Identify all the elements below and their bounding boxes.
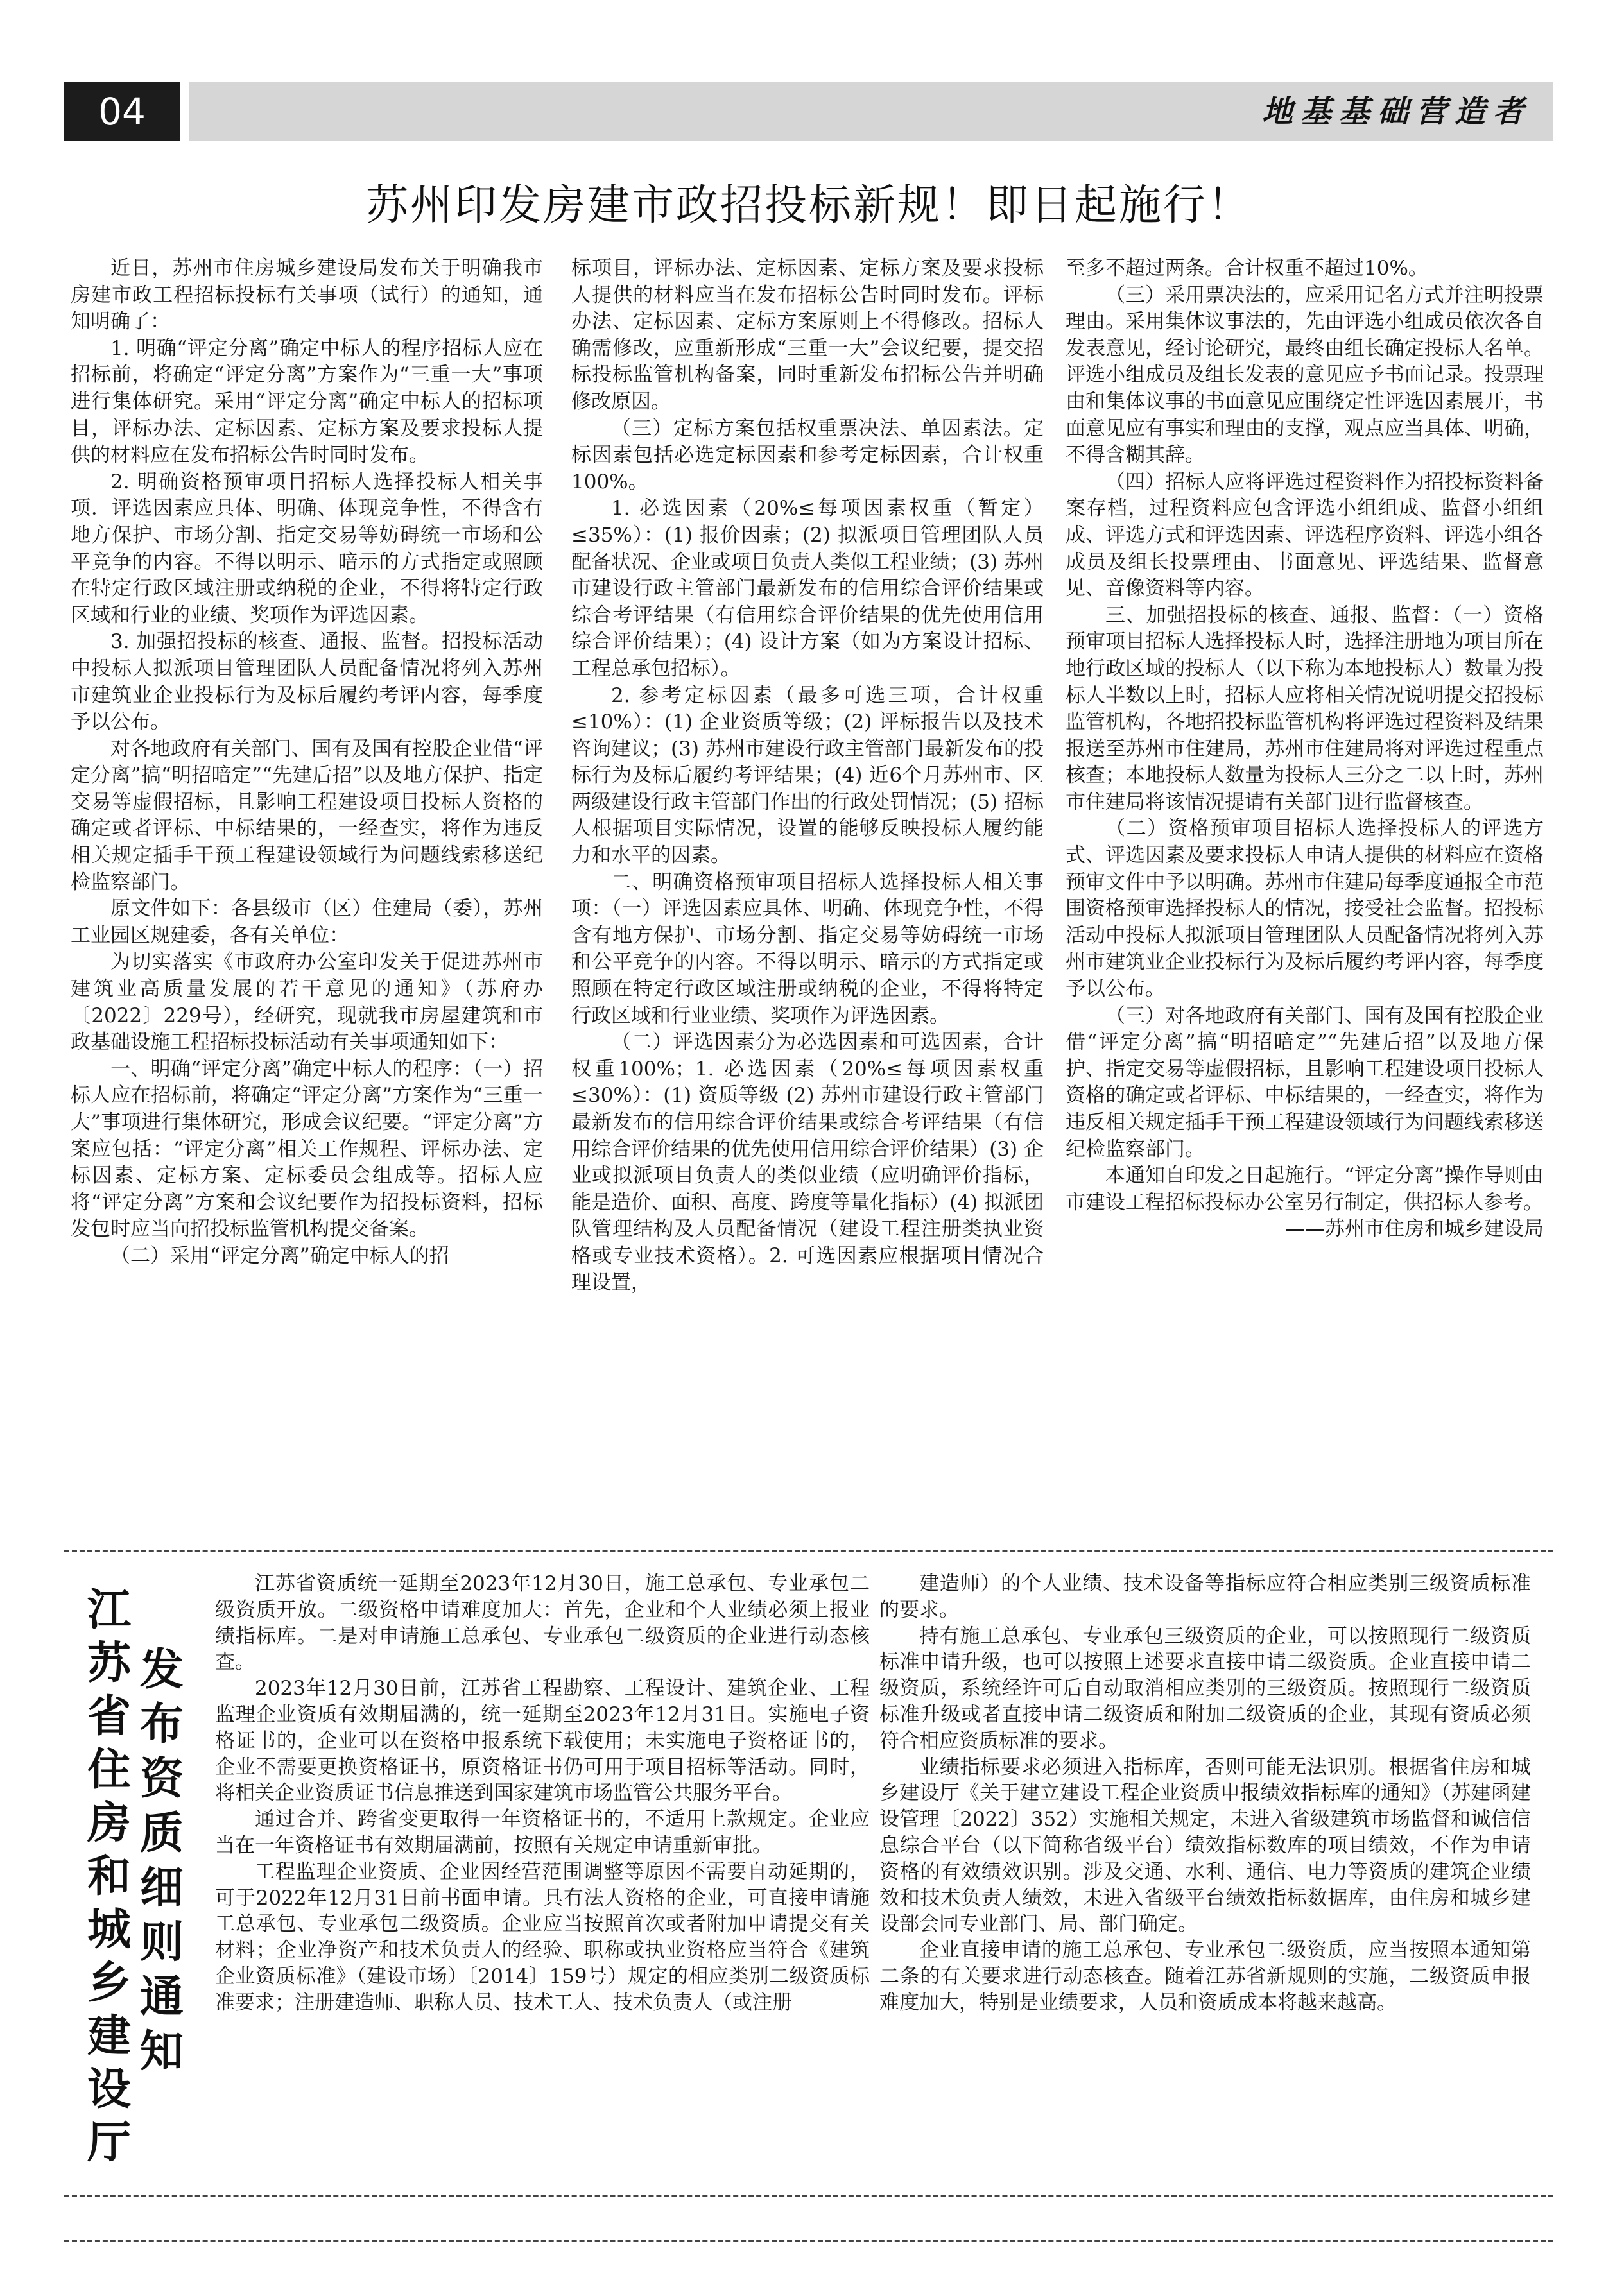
- paragraph: 一、明确“评定分离”确定中标人的程序：（一）招标人应在招标前，将确定“评定分离”方案作为“三重一大”事项进行集体研究，形成会议纪要。“评定分离”方案应包括：“评定分离”相关工作规程、评标办法、定标因素、定标方案、定标委员会组成等。招标人应将“评定分离”方案和会议纪要作为招投标资料，招标发包时应当向招投标监管机构提交备案。: [71, 1057, 543, 1241]
- paragraph: 1. 明确“评定分离”确定中标人的程序招标人应在招标前，将确定“评定分离”方案作为“三重一大”事项进行集体研究。采用“评定分离”确定中标人的招标项目，评标办法、定标因素、定标方案及要求投标人提供的材料应在发布招标公告时同时发布。: [71, 336, 543, 467]
- article-title: 苏州印发房建市政招投标新规！即日起施行！: [366, 180, 1252, 230]
- paragraph: 本通知自印发之日起施行。“评定分离”操作导则由市建设工程招标投标办公室另行制定，供招标人参考。: [1066, 1164, 1544, 1214]
- masthead: 地基基础营造者: [1261, 94, 1532, 130]
- paragraph: 3. 加强招投标的核查、通报、监督。招投标活动中投标人拟派项目管理团队人员配备情况将列入苏州市建筑业企业投标行为及标后履约考评内容，每季度予以公布。: [71, 630, 543, 734]
- paragraph: 三、加强招投标的核查、通报、监督：（一）资格预审项目招标人选择投标人时，选择注册地为项目所在地行政区域的投标人（以下称为本地投标人）数量为投标人半数以上时，招标人应将相关情况说明提交招投标监管机构，各地招投标监管机构将评选过程资料及结果报送至苏州市住建局，苏州市住建局将对评选过程重点核查；本地投标人数量为投标人三分之二以上时，苏州市住建局将该情况提请有关部门进行监督核查。: [1066, 603, 1544, 814]
- section-divider-top: [64, 1550, 1553, 1552]
- article2-title-vertical: 发 布 资 质 细 则 通 知: [139, 1645, 184, 2077]
- paragraph: （二）采用“评定分离”确定中标人的招: [110, 1244, 449, 1267]
- paragraph: 企业直接申请的施工总承包、专业承包二级资质，应当按照本通知第二条的有关要求进行动态核查。随着江苏省新规则的实施，二级资质申报难度加大，特别是业绩要求，人员和资质成本将越来越高。: [879, 1939, 1531, 2014]
- page-number: 04: [64, 82, 180, 141]
- article2-org-vertical: 江 苏 省 住 房 和 城 乡 建 设 厅: [87, 1585, 131, 2168]
- paragraph: 为切实落实《市政府办公室印发关于促进苏州市建筑业高质量发展的若干意见的通知》（苏府办〔2022〕229号），经研究，现就我市房屋建筑和市政基础设施工程招标投标活动有关事项通知如下：: [71, 950, 543, 1054]
- paragraph: （三）采用票决法的，应采用记名方式并注明投票理由。采用集体议事法的，先由评选小组成员依次各自发表意见，经讨论研究，最终由组长确定投标人名单。评选小组成员及组长发表的意见应予书面记录。投票理由和集体议事的书面意见应围绕定性评选因素展开，书面意见应有事实和理由的支撑，观点应当具体、明确，不得含糊其辞。: [1066, 283, 1544, 467]
- paragraph: （二）评选因素分为必选因素和可选因素，合计权重100%；1. 必选因素（20%≤每项因素权重≤30%）：(1) 资质等级 (2) 苏州市建设行政主管部门最新发布的信用综合评价结果或综合考评结果（有信用综合评价结果的优先使用信用综合评价结果）(3) 企业或拟派项目负责人的类似业绩（应明确评价指标，能是造价、面积、高度、跨度等量化指标）(4) 拟派团队管理结构及人员配备情况（建设工程注册类执业资格或专业技术资格）。2. 可选因素应根据项目情况合理设置，: [571, 1031, 1044, 1294]
- paragraph: 江苏省资质统一延期至2023年12月30日，施工总承包、专业承包二级资质开放。二级资格申请难度加大：首先，企业和个人业绩必须上报业绩指标库。二是对申请施工总承包、专业承包二级资质的企业进行动态核查。: [215, 1572, 870, 1674]
- article2-column-2: [879, 1571, 1531, 2187]
- paragraph: 近日，苏州市住房城乡建设局发布关于明确我市房建市政工程招标投标有关事项（试行）的通知，通知明确了：: [71, 257, 543, 334]
- section-divider-bottom-2: [64, 2240, 1553, 2242]
- paragraph: 持有施工总承包、专业承包三级资质的企业，可以按照现行二级资质标准申请升级，也可以按照上述要求直接申请二级资质。企业直接申请二级资质，系统经许可后自动取消相应类别的三级资质。按照现行二级资质标准升级或者直接申请二级资质和附加二级资质的企业，其现有资质必须符合相应资质标准的要求。: [879, 1624, 1531, 1752]
- section-divider-bottom-1: [64, 2195, 1553, 2197]
- paragraph: 对各地政府有关部门、国有及国有控股企业借“评定分离”搞“明招暗定”“先建后招”以及地方保护、指定交易等虚假招标，且影响工程建设项目投标人资格的确定或者评标、中标结果的，一经查实，将作为违反相关规定插手干预工程建设领域行为问题线索移送纪检监察部门。: [71, 737, 543, 894]
- paragraph: 工程监理企业资质、企业因经营范围调整等原因不需要自动延期的，可于2022年12月31日前书面申请。具有法人资格的企业，可直接申请施工总承包、专业承包二级资质。企业应当按照首次或者附加申请提交有关材料；企业净资产和技术负责人的经验、职称或执业资格应当符合《建筑企业资质标准》（建设市场）〔2014〕159号）规定的相应类别二级资质标准要求；注册建造师、职称人员、技术工人、技术负责人（或注册: [215, 1860, 870, 2014]
- article1-column-3: [1066, 255, 1544, 1539]
- paragraph: 至多不超过两条。合计权重不超过10%。: [1066, 257, 1428, 280]
- article2-column-1: [215, 1571, 870, 2187]
- article1-signature: ——苏州市住房和城乡建设局: [1285, 1217, 1544, 1241]
- header-divider: [180, 82, 189, 141]
- paragraph: 2. 明确资格预审项目招标人选择投标人相关事项．评选因素应具体、明确、体现竞争性，不得含有地方保护、市场分割、指定交易等妨碍统一市场和公平竞争的内容。不得以明示、暗示的方式指定或照顾在特定行政区域注册或纳税的企业，不得将特定行政区域和行业的业绩、奖项作为评选因素。: [71, 470, 543, 627]
- paragraph: 1. 必选因素（20%≤每项因素权重（暂定）≤35%）：(1) 报价因素；(2) 拟派项目管理团队人员配备状况、企业或项目负责人类似工程业绩；(3) 苏州市建设行政主管部门最新发布的信用综合评价结果或综合考评结果（有信用综合评价结果的优先使用信用综合评价结果）；(4) 设计方案（如为方案设计招标、工程总承包招标）。: [571, 497, 1044, 680]
- paragraph: 原文件如下：各县级市（区）住建局（委），苏州工业园区规建委，各有关单位：: [71, 897, 543, 947]
- paragraph: （三）对各地政府有关部门、国有及国有控股企业借“评定分离”搞“明招暗定”“先建后招”以及地方保护、指定交易等虚假招标，且影响工程建设项目投标人资格的确定或者评标、中标结果的，一经查实，将作为违反相关规定插手干预工程建设领域行为问题线索移送纪检监察部门。: [1066, 1004, 1544, 1161]
- paragraph: （三）定标方案包括权重票决法、单因素法。定标因素包括必选定标因素和参考定标因素，合计权重100%。: [571, 416, 1044, 493]
- paragraph: （四）招标人应将评选过程资料作为招投标资料备案存档，过程资料应包含评选小组组成、监督小组组成、评选方式和评选因素、评选程序资料、评选小组各成员及组长投票理由、书面意见、评选结果、监督意见、音像资料等内容。: [1066, 470, 1544, 601]
- article1-column-2: [571, 255, 1044, 1539]
- article1-column-1: [71, 255, 543, 1539]
- paragraph: 标项目，评标办法、定标因素、定标方案及要求投标人提供的材料应当在发布招标公告时同时发布。评标办法、定标因素、定标方案原则上不得修改。招标人确需修改，应重新形成“三重一大”会议纪要，提交招标投标监管机构备案，同时重新发布招标公告并明确修改原因。: [571, 257, 1044, 413]
- paragraph: 2023年12月30日前，江苏省工程勘察、工程设计、建筑企业、工程监理企业资质有效期届满的，统一延期至2023年12月31日。实施电子资格证书的，企业可以在资格申报系统下载使用；未实施电子资格证书的，企业不需要更换资格证书，原资格证书仍可用于项目招标等活动。同时，将相关企业资质证书信息推送到国家建筑市场监管公共服务平台。: [215, 1677, 870, 1805]
- paragraph: 通过合并、跨省变更取得一年资格证书的，不适用上款规定。企业应当在一年资格证书有效期届满前，按照有关规定申请重新审批。: [215, 1808, 870, 1857]
- paragraph: 业绩指标要求必须进入指标库，否则可能无法识别。根据省住房和城乡建设厅《关于建立建设工程企业资质申报绩效指标库的通知》（苏建函建设管理〔2022〕352）实施相关规定，未进入省级建筑市场监督和诚信信息综合平台（以下简称省级平台）绩效指标数库的项目绩效，不作为申请资格的有效绩效识别。涉及交通、水利、通信、电力等资质的建筑企业绩效和技术负责人绩效，未进入省级平台绩效指标数据库，由住房和城乡建设部会同专业部门、局、部门确定。: [879, 1755, 1531, 1936]
- paragraph: 二、明确资格预审项目招标人选择投标人相关事项：（一）评选因素应具体、明确、体现竞争性，不得含有地方保护、市场分割、指定交易等妨碍统一市场和公平竞争的内容。不得以明示、暗示的方式指定或照顾在特定行政区域注册或纳税的企业，不得将特定行政区域和行业业绩、奖项作为评选因素。: [571, 870, 1044, 1027]
- paragraph: 2. 参考定标因素（最多可选三项，合计权重≤10%）：(1) 企业资质等级；(2) 评标报告以及技术咨询建议；(3) 苏州市建设行政主管部门最新发布的投标行为及标后履约考评结果；(4) 近6个月苏州市、区两级建设行政主管部门作出的行政处罚情况；(5) 招标人根据项目实际情况，设置的能够反映投标人履约能力和水平的因素。: [571, 683, 1044, 868]
- paragraph: 建造师）的个人业绩、技术设备等指标应符合相应类别三级资质标准的要求。: [879, 1572, 1531, 1622]
- paragraph: （二）资格预审项目招标人选择投标人的评选方式、评选因素及要求投标人申请人提供的材料应在资格预审文件中予以明确。苏州市住建局每季度通报全市范围资格预审选择投标人的情况，接受社会监督。招投标活动中投标人拟派项目管理团队人员配备情况将列入苏州市建筑业企业投标行为及标后履约考评内容，每季度予以公布。: [1066, 817, 1544, 1001]
